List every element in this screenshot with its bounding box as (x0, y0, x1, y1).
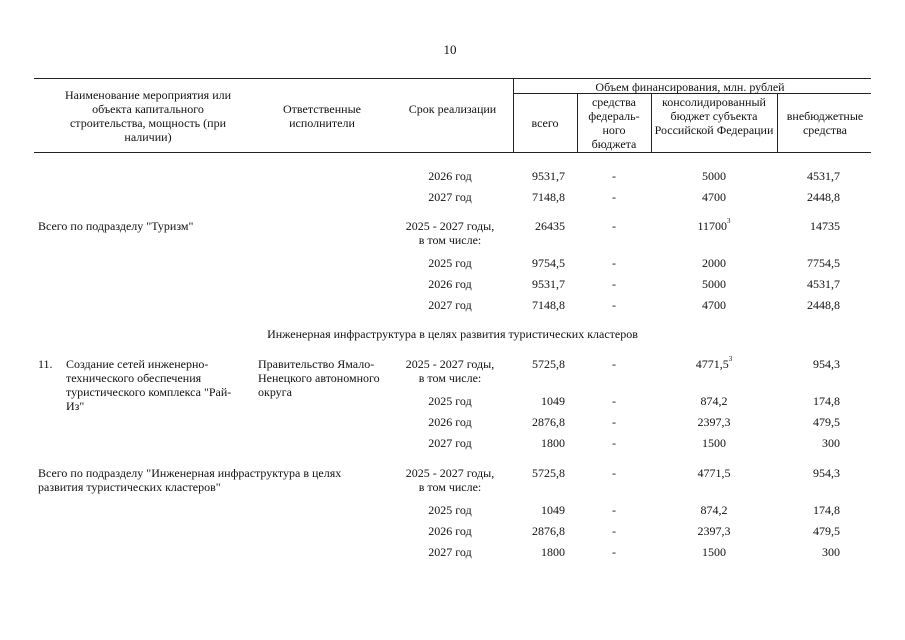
row-total: 7148,8 (532, 298, 565, 312)
row-term: 2027 год (428, 436, 472, 450)
section-title: Инженерная инфраструктура в целях развития туристических кластеров (267, 327, 638, 341)
row-term: 2025 - 2027 годы, (405, 219, 495, 233)
row-regional: 1500 (702, 545, 726, 559)
table-top-border (34, 78, 871, 79)
header-divider (577, 93, 578, 152)
row-extra: 954,3 (813, 357, 840, 371)
footnote-marker: 3 (727, 217, 731, 225)
row-term-note: в том числе: (418, 371, 482, 385)
row-extra: 174,8 (813, 394, 840, 408)
row-term-note: в том числе: (418, 480, 482, 494)
row-federal: - (612, 436, 616, 450)
row-term: 2025 - 2027 годы, (405, 357, 495, 371)
row-federal: - (612, 357, 616, 371)
row-federal: - (612, 503, 616, 517)
row-regional: 4700 (702, 190, 726, 204)
row-federal: - (612, 219, 616, 233)
row-federal: - (612, 394, 616, 408)
row-total: 9754,5 (532, 256, 565, 270)
row-regional: 2397,3 (697, 524, 731, 538)
row-federal: - (612, 298, 616, 312)
row-term: 2025 год (428, 394, 472, 408)
row-extra: 7754,5 (807, 256, 840, 270)
row-extra: 300 (822, 545, 840, 559)
row-extra: 300 (822, 436, 840, 450)
header-term: Срок реализации (408, 102, 497, 116)
row-regional: 11700$^3$ (697, 217, 731, 233)
header-name: Наименование мероприятия или объекта капитального строительства, мощность (при наличии) (64, 88, 232, 144)
row-regional: 874,2 (700, 503, 728, 517)
row-term: 2026 год (428, 524, 472, 538)
row-total: 5725,8 (532, 466, 565, 480)
row-federal: - (612, 545, 616, 559)
row-federal: - (612, 415, 616, 429)
row-total: 1049 (541, 503, 565, 517)
row-regional: 4700 (702, 298, 726, 312)
row-extra: 479,5 (813, 524, 840, 538)
row-federal: - (612, 169, 616, 183)
row-term: 2026 год (428, 169, 472, 183)
row-term: 2025 год (428, 256, 472, 270)
row-regional: 4771,5$^3$ (695, 355, 733, 371)
page-number: 10 (443, 42, 457, 57)
row-total: 2876,8 (532, 415, 565, 429)
row-total: 26435 (535, 219, 565, 233)
row-extra: 954,3 (813, 466, 840, 480)
item-number: 11. (38, 357, 53, 371)
row-term: 2025 год (428, 503, 472, 517)
row-regional: 5000 (702, 277, 726, 291)
row-total: 1800 (541, 436, 565, 450)
header-federal: средства федераль-ного бюджета (588, 95, 640, 151)
row-regional: 874,2 (700, 394, 728, 408)
row-term: 2027 год (428, 190, 472, 204)
row-federal: - (612, 466, 616, 480)
header-bottom-border (34, 152, 871, 153)
row-total: 2876,8 (532, 524, 565, 538)
row-total: 5725,8 (532, 357, 565, 371)
row-extra: 479,5 (813, 415, 840, 429)
row-extra: 4531,7 (807, 169, 840, 183)
row-extra: 174,8 (813, 503, 840, 517)
row-regional: 4771,5 (697, 466, 731, 480)
row-term: 2026 год (428, 415, 472, 429)
item-responsible: Правительство Ямало-Ненецкого автономного округа (258, 357, 380, 399)
row-federal: - (612, 277, 616, 291)
row-term: 2027 год (428, 545, 472, 559)
row-term: 2027 год (428, 298, 472, 312)
item-name: Создание сетей инженерно-технического обеспечения туристического комплекса "Рай-Из" (66, 357, 232, 413)
row-total: 7148,8 (532, 190, 565, 204)
header-extra: внебюджетные средства (786, 109, 864, 137)
row-total: 1800 (541, 545, 565, 559)
row-regional: 2397,3 (697, 415, 731, 429)
row-regional: 1500 (702, 436, 726, 450)
header-responsible: Ответственные исполнители (283, 102, 361, 130)
row-regional: 5000 (702, 169, 726, 183)
header-divider (777, 93, 778, 152)
row-regional: 2000 (702, 256, 726, 270)
row-total: 9531,7 (532, 277, 565, 291)
header-divider (513, 78, 514, 152)
row-term: 2025 - 2027 годы, (405, 466, 495, 480)
header-total: всего (531, 116, 559, 130)
row-federal: - (612, 256, 616, 270)
row-federal: - (612, 190, 616, 204)
row-total: 1049 (541, 394, 565, 408)
tourism-total-label: Всего по подразделу "Туризм" (38, 219, 194, 233)
row-extra: 2448,8 (807, 190, 840, 204)
row-extra: 14735 (810, 219, 840, 233)
row-federal: - (612, 524, 616, 538)
header-regional: консолидированный бюджет субъекта Российской Федерации (654, 95, 774, 137)
row-extra: 2448,8 (807, 298, 840, 312)
infra-total-label: Всего по подразделу "Инженерная инфраструктура в целях развития туристических кластеров" (38, 466, 342, 494)
row-term: 2026 год (428, 277, 472, 291)
row-term-note: в том числе: (418, 233, 482, 247)
footnote-marker: 3 (728, 355, 733, 363)
row-total: 9531,7 (532, 169, 565, 183)
header-financing: Объем финансирования, млн. рублей (595, 80, 785, 94)
row-extra: 4531,7 (807, 277, 840, 291)
